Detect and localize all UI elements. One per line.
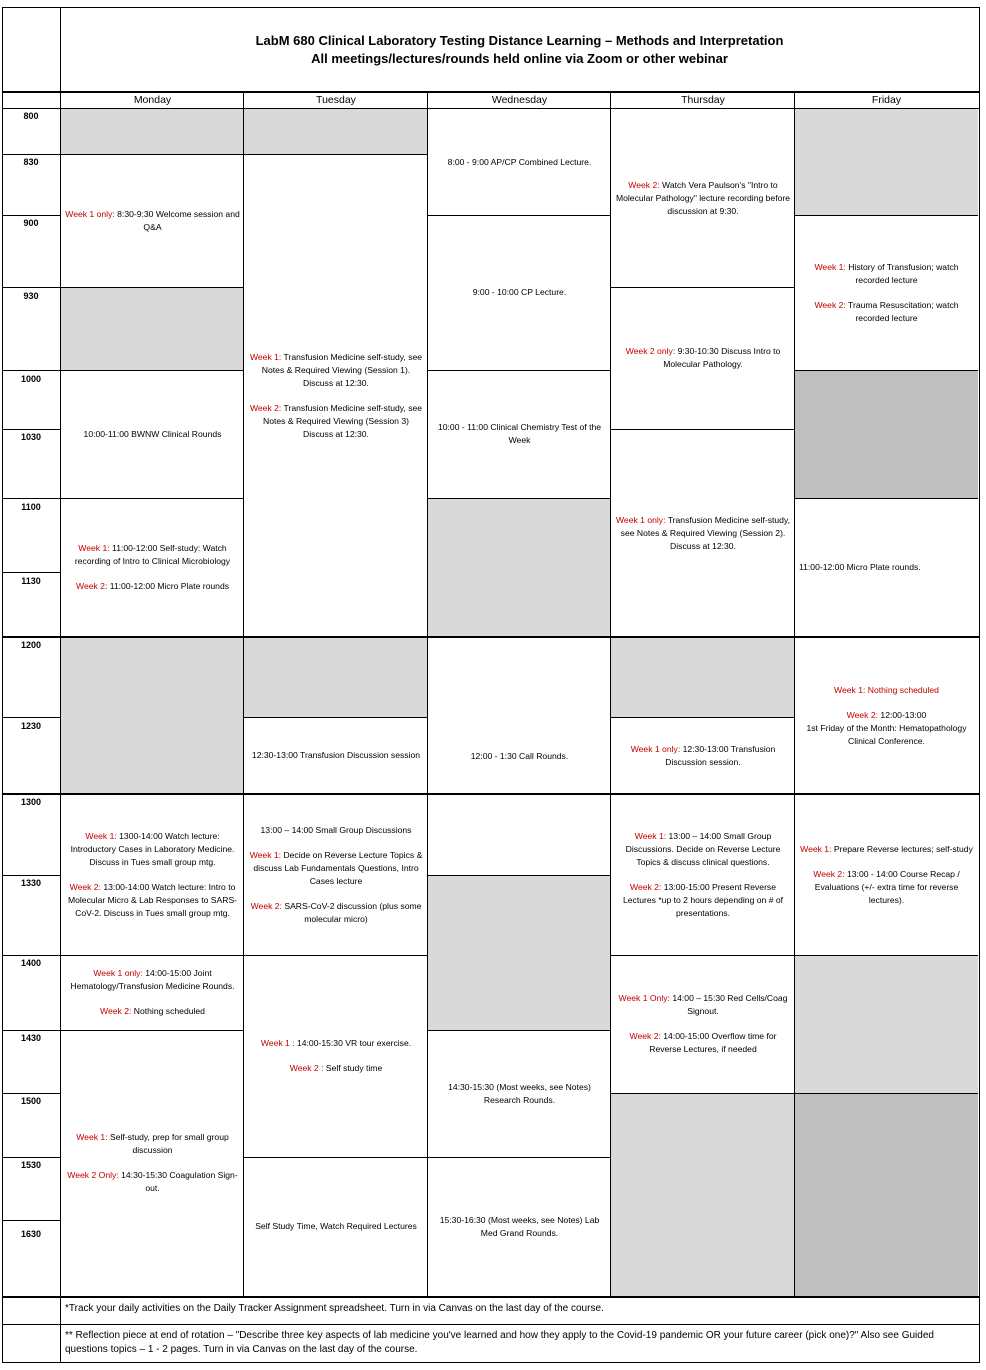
grid-line	[2, 572, 61, 573]
grid-line	[2, 154, 61, 155]
page-title	[61, 8, 978, 92]
grid-line	[611, 717, 795, 718]
empty-slot	[611, 1093, 795, 1296]
empty-slot	[795, 1093, 978, 1296]
time-label: 1500	[20, 1096, 42, 1106]
wednesday-grand-rounds: 15:30-16:30 (Most weeks, see Notes) Lab Med Grand Rounds.	[439, 1214, 600, 1238]
wednesday-research-rounds: 14:30-15:30 (Most weeks, see Notes) Research Rounds.	[448, 1081, 591, 1105]
grid-line	[2, 717, 61, 718]
grid-line	[2, 7, 980, 8]
grid-line	[2, 793, 980, 795]
grid-line	[2, 370, 61, 371]
grid-line	[244, 955, 428, 956]
grid-line	[611, 429, 795, 430]
day-header-tuesday: Tuesday	[316, 94, 356, 106]
grid-line	[2, 498, 61, 499]
grid-line	[428, 1030, 611, 1031]
thursday-molecular-recording: Week 2: Watch Vera Paulson's "Intro to Molecular Pathology" lecture recording before discussion at 9:30.	[615, 179, 791, 216]
grid-line	[2, 1030, 61, 1031]
time-label: 1630	[20, 1229, 42, 1239]
tuesday-vr-tour: Week 1 : 14:00-15:30 VR tour exercise. Week 2 : Self study time	[260, 1038, 412, 1073]
grid-line	[2, 955, 61, 956]
grid-line	[2, 215, 61, 216]
grid-line	[61, 498, 244, 499]
grid-line	[2, 429, 61, 430]
grid-line	[2, 875, 61, 876]
empty-slot	[428, 498, 611, 637]
tuesday-transfusion-self-study: Week 1: Transfusion Medicine self-study, see Notes & Required Viewing (Session 1). Discuss at 12:30. Week 2: Transfusion Medicine self-study, see Notes & Required Viewing (Session 3) Discuss at 12:30.	[249, 351, 423, 439]
grid-line	[2, 108, 980, 109]
time-label: 1300	[20, 797, 42, 807]
empty-slot	[244, 109, 428, 154]
grid-line	[243, 91, 244, 1297]
wednesday-apcp-lecture: 8:00 - 9:00 AP/CP Combined Lecture.	[447, 156, 592, 167]
grid-line	[244, 717, 428, 718]
time-label: 1030	[20, 432, 42, 442]
grid-line	[427, 91, 428, 1297]
time-label: 1130	[21, 576, 41, 586]
tuesday-self-study: Self Study Time, Watch Required Lectures	[255, 1221, 417, 1231]
empty-slot	[795, 109, 978, 215]
title-line-1: LabM 680 Clinical Laboratory Testing Distance Learning – Methods and Interpretation	[255, 33, 784, 48]
time-label: 1430	[20, 1033, 42, 1043]
time-label: 1000	[20, 374, 42, 384]
empty-slot	[61, 287, 244, 370]
day-header-friday: Friday	[871, 94, 902, 106]
grid-line	[611, 955, 795, 956]
empty-slot	[611, 637, 795, 717]
day-header-wednesday: Wednesday	[491, 94, 548, 106]
grid-line	[61, 287, 244, 288]
empty-slot	[61, 637, 244, 794]
grid-line	[2, 1157, 61, 1158]
grid-line	[795, 370, 978, 371]
grid-line	[60, 7, 61, 1363]
monday-welcome: Week 1 only: 8:30-9:30 Welcome session and Q&A	[65, 208, 240, 232]
time-label: 1100	[21, 502, 41, 512]
time-label: 900	[23, 218, 39, 228]
title-line-2: All meetings/lectures/rounds held online via Zoom or other webinar	[311, 51, 728, 66]
empty-slot	[795, 955, 978, 1093]
grid-line	[611, 287, 795, 288]
monday-lecture: Week 1: 1300-14:00 Watch lecture: Introductory Cases in Laboratory Medicine. Discuss in Tues small group mtg. Week 2: 13:00-14:00 Watch lecture: Intro to Molecular Micro & Lab Responses to SARS-CoV-2. Discuss in Tues small group mtg.	[67, 830, 238, 918]
day-header-monday: Monday	[133, 94, 172, 106]
grid-line	[795, 215, 978, 216]
grid-line	[61, 154, 244, 155]
grid-line	[244, 1157, 428, 1158]
grid-line	[2, 1093, 61, 1094]
grid-line	[2, 1220, 61, 1221]
monday-heme-rounds: Week 1 only: 14:00-15:00 Joint Hematology/Transfusion Medicine Rounds. Week 2: Nothing scheduled	[70, 968, 235, 1016]
grid-line	[2, 7, 3, 1363]
wednesday-cp-lecture: 9:00 - 10:00 CP Lecture.	[472, 287, 567, 297]
footnote-reflection: ** Reflection piece at end of rotation – "Describe three key aspects of lab medicine you've learned and how they apply to the Covid-19 pandemic OR your future career (pick one)?" Also see Guided questions topics – 1 - 2 pages. Turn in via Canvas on the last day of the course.	[65, 1330, 934, 1355]
tuesday-transfusion-discussion: 12:30-13:00 Transfusion Discussion session	[251, 750, 421, 760]
grid-line	[428, 875, 611, 876]
grid-line	[428, 370, 611, 371]
time-label: 1330	[20, 878, 42, 888]
grid-line	[2, 287, 61, 288]
time-label: 930	[23, 291, 39, 301]
grid-line	[61, 370, 244, 371]
friday-history-transfusion: Week 1: History of Transfusion; watch recorded lecture Week 2: Trauma Resuscitation; watch recorded lecture	[814, 261, 959, 323]
grid-line	[2, 1296, 980, 1298]
time-label: 800	[23, 111, 39, 121]
grid-line	[61, 1030, 244, 1031]
grid-line	[428, 215, 611, 216]
thursday-transfusion-discussion: Week 1 only: 12:30-13:00 Transfusion Discussion session.	[630, 743, 776, 767]
grid-line	[794, 91, 795, 1297]
time-label: 1530	[20, 1160, 42, 1170]
thursday-small-group: Week 1: 13:00 – 14:00 Small Group Discussions. Decide on Reverse Lecture Topics & discuss clinical questions. Week 2: 13:00-15:00 Present Reverse Lectures *up to 2 hours depending on # of presentations.	[622, 830, 784, 918]
day-header-thursday: Thursday	[681, 94, 725, 106]
grid-line	[2, 636, 980, 638]
friday-hemepath-conference: Week 1: Nothing scheduled Week 2: 12:00-13:00 1st Friday of the Month: Hematopathology Clinical Conference.	[806, 684, 967, 746]
thursday-transfusion-self-study: Week 1 only: Transfusion Medicine self-study, see Notes & Required Viewing (Session 2). Discuss at 12:30.	[615, 514, 791, 551]
thursday-red-cells: Week 1 Only: 14:00 – 15:30 Red Cells/Coag Signout. Week 2: 14:00-15:00 Overflow time for Reverse Lectures, if needed	[618, 993, 788, 1054]
time-label: 1200	[20, 640, 42, 650]
time-label: 1230	[20, 721, 42, 731]
wednesday-call-rounds: 12:00 - 1:30 Call Rounds.	[470, 750, 569, 761]
empty-slot	[795, 370, 978, 498]
monday-clinical-rounds: 10:00-11:00 BWNW Clinical Rounds	[83, 428, 222, 439]
grid-line	[795, 498, 978, 499]
wednesday-chemistry: 10:00 - 11:00 Clinical Chemistry Test of the Week	[437, 422, 602, 445]
grid-line	[428, 498, 611, 499]
time-label: 1400	[20, 958, 42, 968]
grid-line	[2, 1324, 980, 1325]
empty-slot	[428, 875, 611, 1030]
friday-micro-plate: 11:00-12:00 Micro Plate rounds.	[799, 562, 921, 572]
grid-line	[2, 91, 980, 93]
grid-line	[428, 1157, 611, 1158]
grid-line	[795, 955, 978, 956]
grid-line	[979, 7, 980, 1363]
empty-slot	[244, 637, 428, 717]
grid-line	[610, 91, 611, 1297]
empty-slot	[61, 109, 244, 154]
footnote-tracker: *Track your daily activities on the Daily Tracker Assignment spreadsheet. Turn in via Canvas on the last day of the course.	[65, 1303, 604, 1314]
grid-line	[611, 1093, 795, 1094]
tuesday-small-group: 13:00 – 14:00 Small Group Discussions Week 1: Decide on Reverse Lecture Topics & discuss Lab Fundamentals Questions, Intro Cases lecture Week 2: SARS-CoV-2 discussion (plus some molecular micro)	[249, 824, 423, 924]
monday-self-study: Week 1: Self-study, prep for small group discussion Week 2 Only: 14:30-15:30 Coagulation Sign-out.	[67, 1132, 238, 1193]
grid-line	[2, 1362, 980, 1363]
grid-line	[61, 955, 244, 956]
grid-line	[244, 154, 428, 155]
thursday-molecular-discussion: Week 2 only: 9:30-10:30 Discuss Intro to Molecular Pathology.	[625, 346, 781, 369]
time-label: 830	[23, 157, 39, 167]
friday-course-recap: Week 1: Prepare Reverse lectures; self-study Week 2: 13:00 - 14:00 Course Recap / Evaluations (+/- extra time for reverse lectures).	[800, 843, 973, 905]
monday-micro: Week 1: 11:00-12:00 Self-study: Watch recording of Intro to Clinical Microbiology Week 2: 11:00-12:00 Micro Plate rounds	[74, 543, 231, 591]
grid-line	[795, 1093, 978, 1094]
